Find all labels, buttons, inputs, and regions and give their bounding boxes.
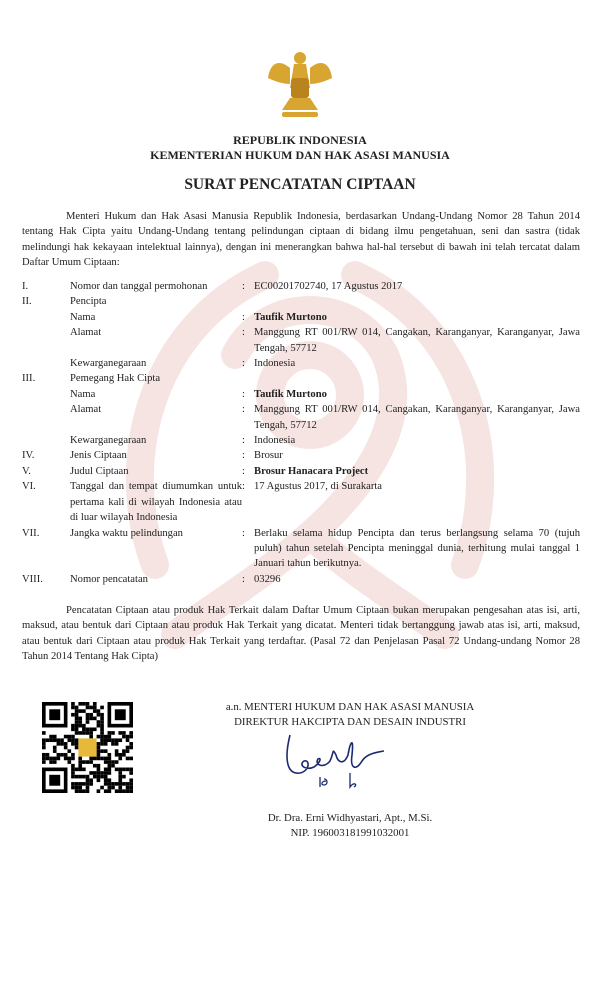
row-number: V. [22,465,31,477]
signatory-line2: DIREKTUR HAKCIPTA DAN DESAIN INDUSTRI [234,715,466,728]
signatory-nip: NIP. 196003181991032001 [290,826,410,839]
table-row [22,433,580,448]
colon-separator: : [242,527,245,539]
table-row [22,356,580,371]
colon-separator: : [242,388,245,400]
colon-separator: : [242,481,245,493]
document-title: SURAT PENCATATAN CIPTAAN [184,176,416,193]
colon-separator: : [242,435,245,447]
colon-separator: : [242,281,245,292]
qr-code [42,702,133,793]
row-number [22,325,70,356]
colon-separator: : [242,465,245,477]
colon-separator: : [242,311,245,323]
colon-separator: : [242,573,245,585]
row-value: Manggung RT 001/RW 014, Cangakan, Karanganyar, Karanganyar, Jawa Tengah, 57712 [254,327,580,354]
row-label: Judul Ciptaan [70,465,129,477]
table-row [22,371,580,386]
row-number [22,402,70,433]
row-number: VI. [22,481,36,493]
row-value: Taufik Murtono [254,388,327,400]
document-header [0,133,600,163]
record-table [22,279,580,587]
row-number: III. [22,373,36,385]
row-number [22,387,70,402]
table-row [22,387,580,402]
ministry-name: KEMENTERIAN HUKUM DAN HAK ASASI MANUSIA [150,148,450,162]
row-value [254,294,580,309]
table-row [22,402,580,433]
colon-separator: : [242,358,245,370]
colon-separator: : [242,450,245,462]
row-label: Tanggal dan tempat diumumkan untuk pertama kali di wilayah Indonesia atau di luar wilayah Indonesia [70,481,242,524]
handwritten-signature [280,725,390,795]
table-row [22,464,580,479]
table-row [22,479,580,525]
row-number: II. [22,296,32,308]
colon-separator [242,294,254,309]
signatory-line1: a.n. MENTERI HUKUM DAN HAK ASASI MANUSIA [225,701,475,713]
intro-paragraph: Menteri Hukum dan Hak Asasi Manusia Republik Indonesia, berdasarkan Undang-Undang Nomor 28 Tahun 2014 tentang Hak Cipta yaitu Undang-Undang tentang pelindungan ciptaan di bidang ilmu pengetahuan, seni dan sastra (tidak melindungi hak kekayaan intelektual lainnya), dengan ini menerangkan bahwa hal-hal tersebut di bawah ini telah tercatat dalam Daftar Umum Ciptaan: [22,211,580,268]
row-value: Berlaku selama hidup Pencipta dan terus berlangsung selama 70 (tujuh puluh) tahun setelah Pencipta meninggal dunia, terhitung mulai tanggal 1 Januari tahun berikutnya. [254,527,580,570]
row-label: Nama [70,388,96,400]
row-value: Manggung RT 001/RW 014, Cangakan, Karanganyar, Karanganyar, Jawa Tengah, 57712 [254,404,580,431]
country-name: REPUBLIK INDONESIA [233,133,367,147]
row-number: I. [22,281,29,292]
garuda-emblem [268,48,332,120]
row-number: VIII. [22,573,43,585]
row-label: Kewarganegaraan [70,435,147,447]
colon-separator: : [242,327,245,339]
signatory-name: Dr. Dra. Erni Widhyastari, Apt., M.Si. [267,812,433,824]
row-value: EC00201702740, 17 Agustus 2017 [254,281,403,292]
row-value: Brosur Hanacara Project [254,465,369,477]
row-label: Jenis Ciptaan [70,450,127,462]
row-value: Indonesia [254,435,296,447]
table-row [22,279,580,294]
row-number: IV. [22,450,35,462]
row-value: Taufik Murtono [254,311,327,323]
row-value: Brosur [254,450,283,462]
row-value: 03296 [254,573,281,585]
signatory-identity [170,811,530,840]
disclaimer-paragraph: Pencatatan Ciptaan atau produk Hak Terkait dalam Daftar Umum Ciptaan bukan merupakan pengesahan atas isi, arti, maksud, atau bentuk dari Ciptaan atau produk Hak Terkait yang dicatat. Menteri tidak bertanggung jawab atas isi, arti, maksud, atau bentuk dari Ciptaan atau produk Hak Terkait yang terdaftar. (Pasal 72 dan Penjelasan Pasal 72 Undang-undang Nomor 28 Tahun 2014 Tentang Hak Cipta) [22,605,580,662]
row-label: Jangka waktu pelindungan [70,527,183,539]
row-label: Kewarganegaraan [70,358,147,370]
row-label: Alamat [70,327,102,339]
row-label: Alamat [70,404,102,416]
row-value: 17 Agustus 2017, di Surakarta [254,481,382,493]
row-number [22,310,70,325]
row-label: Nomor pencatatan [70,573,148,585]
row-value [254,371,580,386]
table-row [22,572,580,587]
colon-separator [242,371,254,386]
row-label: Nama [70,311,96,323]
row-label: Pencipta [70,296,107,308]
row-value: Indonesia [254,358,296,370]
row-number [22,433,70,448]
table-row [22,526,580,572]
row-number: VII. [22,527,40,539]
table-row [22,294,580,309]
row-number [22,356,70,371]
colon-separator: : [242,404,245,416]
table-row [22,448,580,463]
table-row [22,325,580,356]
row-label: Nomor dan tanggal permohonan [70,281,208,292]
table-row [22,310,580,325]
row-label: Pemegang Hak Cipta [70,373,161,385]
